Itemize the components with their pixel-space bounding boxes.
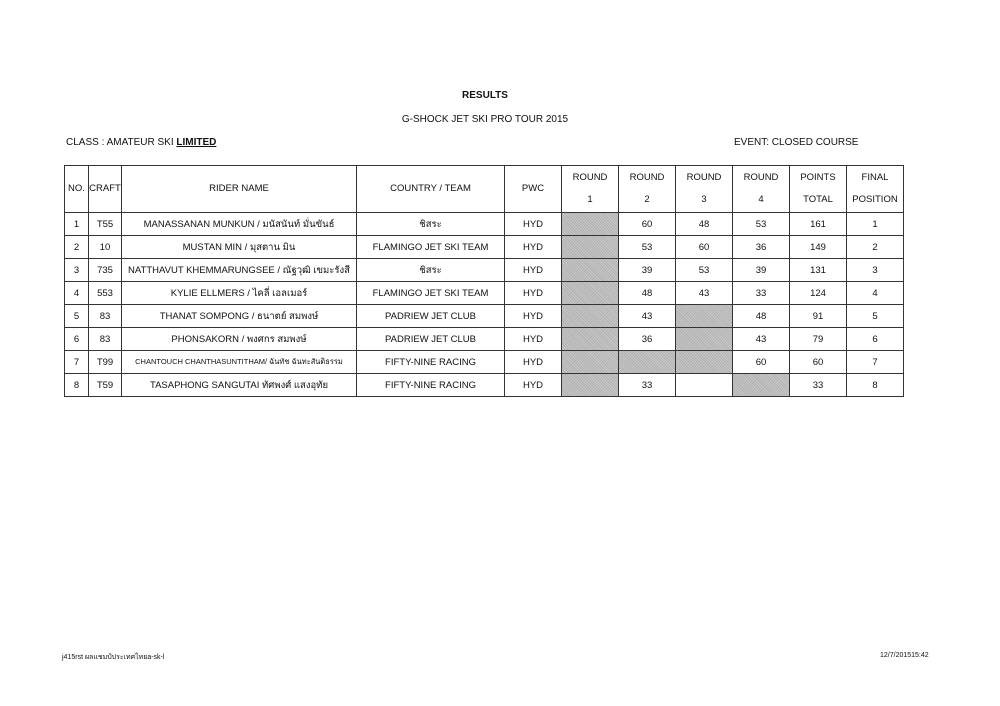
table-row bbox=[65, 305, 904, 328]
table-body bbox=[65, 213, 904, 397]
cell-round-2: 53 bbox=[619, 236, 676, 259]
cell-rider: THANAT SOMPONG / ธนาตย์ สมพงษ์ bbox=[122, 305, 357, 328]
header-rider: RIDER NAME bbox=[122, 166, 357, 213]
cell-total: 91 bbox=[790, 305, 847, 328]
cell-craft: 553 bbox=[89, 282, 122, 305]
cell-round-2: 39 bbox=[619, 259, 676, 282]
cell-round-4 bbox=[733, 374, 790, 397]
cell-pwc: HYD bbox=[505, 351, 562, 374]
cell-position: 7 bbox=[847, 351, 904, 374]
cell-rider: TASAPHONG SANGUTAI ทัศพงศ์ แสงอุทัย bbox=[122, 374, 357, 397]
cell-craft: 10 bbox=[89, 236, 122, 259]
cell-round-4: 36 bbox=[733, 236, 790, 259]
page-title: RESULTS bbox=[462, 90, 508, 101]
cell-round-4: 39 bbox=[733, 259, 790, 282]
header-country: COUNTRY / TEAM bbox=[357, 166, 505, 213]
cell-team: FIFTY-NINE RACING bbox=[357, 351, 505, 374]
cell-pwc: HYD bbox=[505, 374, 562, 397]
cell-team: FLAMINGO JET SKI TEAM bbox=[357, 236, 505, 259]
cell-round-2: 43 bbox=[619, 305, 676, 328]
cell-pwc: HYD bbox=[505, 213, 562, 236]
header-no: NO. bbox=[65, 166, 89, 213]
cell-round-2: 60 bbox=[619, 213, 676, 236]
cell-round-3: 60 bbox=[676, 236, 733, 259]
cell-no: 4 bbox=[65, 282, 89, 305]
cell-total: 149 bbox=[790, 236, 847, 259]
cell-pwc: HYD bbox=[505, 259, 562, 282]
results-table bbox=[64, 165, 904, 397]
cell-round-1 bbox=[562, 259, 619, 282]
cell-no: 8 bbox=[65, 374, 89, 397]
cell-position: 3 bbox=[847, 259, 904, 282]
cell-team: PADRIEW JET CLUB bbox=[357, 305, 505, 328]
cell-round-3 bbox=[676, 305, 733, 328]
table-row bbox=[65, 282, 904, 305]
cell-total: 79 bbox=[790, 328, 847, 351]
cell-team: FIFTY-NINE RACING bbox=[357, 374, 505, 397]
cell-round-3: 53 bbox=[676, 259, 733, 282]
cell-position: 2 bbox=[847, 236, 904, 259]
cell-pwc: HYD bbox=[505, 305, 562, 328]
table-row bbox=[65, 374, 904, 397]
cell-craft: 83 bbox=[89, 305, 122, 328]
table-row bbox=[65, 328, 904, 351]
cell-rider: MANASSANAN MUNKUN / มนัสนันท์ มั่นขันธ์ bbox=[122, 213, 357, 236]
cell-craft: T55 bbox=[89, 213, 122, 236]
cell-craft: 83 bbox=[89, 328, 122, 351]
cell-round-3: 43 bbox=[676, 282, 733, 305]
cell-round-4: 43 bbox=[733, 328, 790, 351]
cell-pwc: HYD bbox=[505, 328, 562, 351]
cell-total: 161 bbox=[790, 213, 847, 236]
cell-no: 7 bbox=[65, 351, 89, 374]
cell-round-2: 36 bbox=[619, 328, 676, 351]
cell-round-1 bbox=[562, 328, 619, 351]
cell-pwc: HYD bbox=[505, 236, 562, 259]
tour-name: G-SHOCK JET SKI PRO TOUR 2015 bbox=[401, 114, 569, 125]
footer-file-name: j415rst ผลแชมป์ประเทศไทยa-sk-l bbox=[62, 654, 165, 661]
cell-position: 8 bbox=[847, 374, 904, 397]
cell-rider: PHONSAKORN / พงศกร สมพงษ์ bbox=[122, 328, 357, 351]
cell-craft: 735 bbox=[89, 259, 122, 282]
cell-rider: KYLIE ELLMERS / ไคลี่ เอลเมอร์ bbox=[122, 282, 357, 305]
event-label: EVENT: CLOSED COURSE bbox=[734, 137, 859, 148]
cell-round-2 bbox=[619, 351, 676, 374]
cell-position: 4 bbox=[847, 282, 904, 305]
cell-no: 6 bbox=[65, 328, 89, 351]
cell-round-3: 48 bbox=[676, 213, 733, 236]
header-craft: CRAFT bbox=[89, 166, 122, 213]
cell-round-1 bbox=[562, 282, 619, 305]
table-row bbox=[65, 236, 904, 259]
cell-round-4: 53 bbox=[733, 213, 790, 236]
cell-round-4: 48 bbox=[733, 305, 790, 328]
cell-round-1 bbox=[562, 374, 619, 397]
cell-round-3 bbox=[676, 328, 733, 351]
class-emphasis: LIMITED bbox=[176, 137, 217, 148]
table-row bbox=[65, 351, 904, 374]
class-label bbox=[66, 137, 216, 148]
header-round-3: ROUND 3 bbox=[676, 166, 733, 213]
table-row bbox=[65, 213, 904, 236]
cell-round-4: 33 bbox=[733, 282, 790, 305]
cell-position: 6 bbox=[847, 328, 904, 351]
header-points-total: POINTS TOTAL bbox=[790, 166, 847, 213]
cell-total: 131 bbox=[790, 259, 847, 282]
cell-total: 33 bbox=[790, 374, 847, 397]
header-round-2: ROUND 2 bbox=[619, 166, 676, 213]
cell-team: FLAMINGO JET SKI TEAM bbox=[357, 282, 505, 305]
cell-no: 5 bbox=[65, 305, 89, 328]
table-row bbox=[65, 259, 904, 282]
cell-round-1 bbox=[562, 236, 619, 259]
cell-rider: NATTHAVUT KHEMMARUNGSEE / ณัฐวุฒิ เขมะรังสี bbox=[122, 259, 357, 282]
cell-no: 1 bbox=[65, 213, 89, 236]
header-pwc: PWC bbox=[505, 166, 562, 213]
class-prefix: CLASS : AMATEUR SKI bbox=[66, 137, 177, 148]
cell-position: 5 bbox=[847, 305, 904, 328]
header-round-4: ROUND 4 bbox=[733, 166, 790, 213]
cell-round-1 bbox=[562, 351, 619, 374]
cell-total: 60 bbox=[790, 351, 847, 374]
cell-team: ชิสระ bbox=[357, 213, 505, 236]
header-final-position: FINAL POSITION bbox=[847, 166, 904, 213]
cell-pwc: HYD bbox=[505, 282, 562, 305]
cell-position: 1 bbox=[847, 213, 904, 236]
cell-round-3 bbox=[676, 351, 733, 374]
cell-round-1 bbox=[562, 213, 619, 236]
cell-round-2: 48 bbox=[619, 282, 676, 305]
cell-round-2: 33 bbox=[619, 374, 676, 397]
table-header bbox=[65, 166, 904, 213]
cell-round-3 bbox=[676, 374, 733, 397]
cell-team: ชิสระ bbox=[357, 259, 505, 282]
cell-craft: T59 bbox=[89, 374, 122, 397]
footer-timestamp: 12/7/201515:42 bbox=[880, 652, 929, 659]
cell-no: 2 bbox=[65, 236, 89, 259]
cell-team: PADRIEW JET CLUB bbox=[357, 328, 505, 351]
cell-rider: CHANTOUCH CHANTHASUNTITHAM/ ฉันทัช ฉันทะสันติธรรม bbox=[122, 351, 357, 374]
cell-round-1 bbox=[562, 305, 619, 328]
header-round-1: ROUND 1 bbox=[562, 166, 619, 213]
cell-round-4: 60 bbox=[733, 351, 790, 374]
cell-no: 3 bbox=[65, 259, 89, 282]
cell-total: 124 bbox=[790, 282, 847, 305]
cell-rider: MUSTAN MIN / มุสตาน มิน bbox=[122, 236, 357, 259]
cell-craft: T99 bbox=[89, 351, 122, 374]
